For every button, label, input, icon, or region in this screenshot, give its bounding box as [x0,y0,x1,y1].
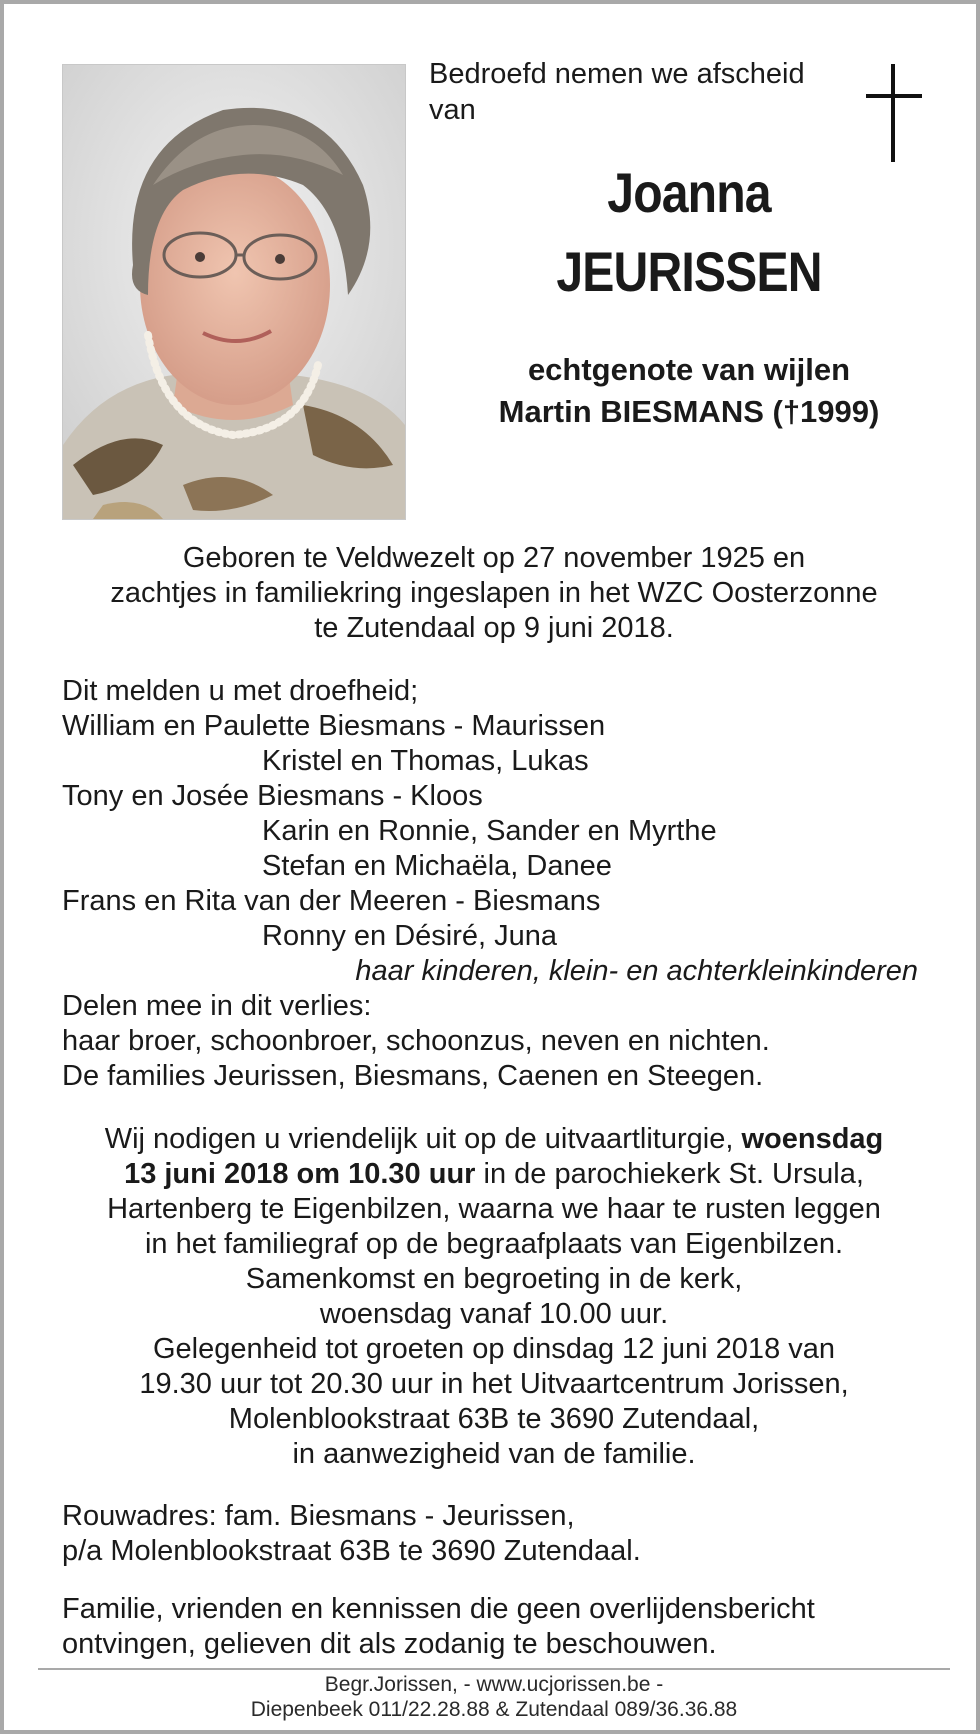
mourner-line: Delen mee in dit verlies: [62,990,372,1022]
closing-line: ontvingen, gelieven dit als zodanig te beschouwen. [62,1628,717,1660]
funeral-line [34,1122,954,1157]
funeral-line: in het familiegraf op de begraafplaats van Eigenbilzen. [144,1228,844,1260]
mourner-line: William en Paulette Biesmans - Maurissen [62,710,606,742]
funeral-text: Wij nodigen u vriendelijk uit op de uitvaartliturgie, [104,1123,742,1155]
spouse-line: echtgenote van wijlen [527,352,851,387]
mourner-line: Karin en Ronnie, Sander en Myrthe [262,815,717,847]
funeral-line: in aanwezigheid van de familie. [292,1438,696,1470]
funeral-paragraph [34,1122,954,1472]
footer-divider [38,1668,950,1670]
funeral-line: woensdag vanaf 10.00 uur. [319,1298,669,1330]
birth-line: Geboren te Veldwezelt op 27 november 1925 en [182,542,806,574]
birth-death-paragraph [34,541,954,646]
funeral-date-time: 13 juni 2018 om 10.30 uur [124,1158,476,1190]
mourner-line: Frans en Rita van der Meeren - Biesmans [62,885,601,917]
birth-line: zachtjes in familiekring ingeslapen in het WZC Oosterzonne [110,577,878,609]
funeral-line: Molenblookstraat 63B te 3690 Zutendaal, [228,1403,760,1435]
intro-line: van [429,94,476,126]
closing-note [62,1592,942,1662]
spouse-name: Martin BIESMANS (†1999) [498,394,880,429]
mourner-line: Ronny en Désiré, Juna [262,920,557,952]
portrait-image [63,65,405,519]
funeral-line: Samenkomst en begroeting in de kerk, [245,1263,743,1295]
mourner-line: Kristel en Thomas, Lukas [262,745,589,777]
intro-text [429,56,849,128]
mourner-line: haar kinderen, klein- en achterkleinkinderen [355,955,918,987]
mourners-list [62,674,942,1094]
intro-line: Bedroefd nemen we afscheid [429,58,805,90]
mourner-line: Stefan en Michaëla, Danee [262,850,612,882]
address-line: p/a Molenblookstraat 63B te 3690 Zutendaal. [62,1535,641,1567]
footer-phone-numbers: Diepenbeek 011/22.28.88 & Zutendaal 089/36.36.88 [250,1698,738,1721]
portrait-photo [62,64,406,520]
cross-icon [866,64,926,164]
funeral-line: Hartenberg te Eigenbilzen, waarna we haar te rusten leggen [107,1193,881,1225]
funeral-line: 19.30 uur tot 20.30 uur in het Uitvaartcentrum Jorissen, [139,1368,849,1400]
mourner-line: Tony en Josée Biesmans - Kloos [62,780,483,812]
mourner-line: haar broer, schoonbroer, schoonzus, neven en nichten. [62,1025,770,1057]
funeral-line: Gelegenheid tot groeten op dinsdag 12 juni 2018 van [152,1333,836,1365]
mourner-line: De families Jeurissen, Biesmans, Caenen en Steegen. [62,1060,764,1092]
funeral-day: woensdag [741,1123,884,1155]
deceased-first-name: Joanna [607,161,771,224]
birth-line: te Zutendaal op 9 juni 2018. [314,612,674,644]
mourning-address [62,1499,942,1569]
deceased-last-name: JEURISSEN [556,240,822,303]
closing-line: Familie, vrienden en kennissen die geen overlijdensbericht [62,1593,815,1625]
funeral-text: in de parochiekerk St. Ursula, [475,1158,864,1190]
footer-funeral-home: Begr.Jorissen, - www.ucjorissen.be - [324,1673,664,1696]
address-line: Rouwadres: fam. Biesmans - Jeurissen, [62,1500,575,1532]
funeral-line [34,1157,954,1192]
mourner-line: Dit melden u met droefheid; [62,675,419,707]
